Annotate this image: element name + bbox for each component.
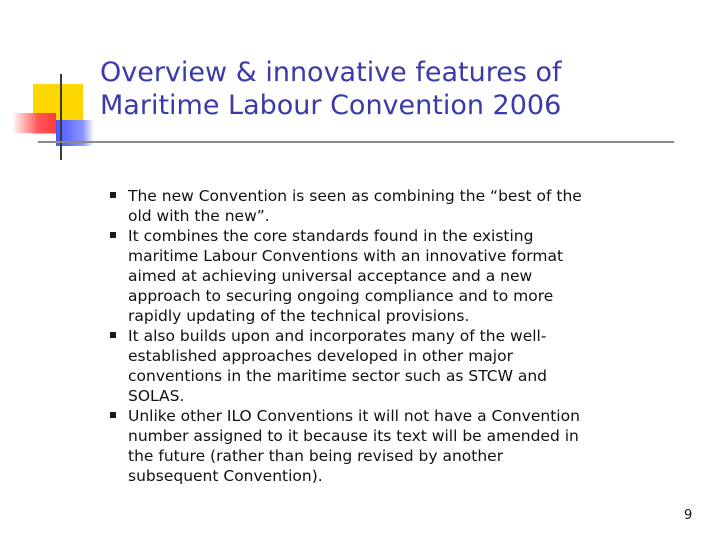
bullet-2-line-2: maritime Labour Conventions with an innovative format: [128, 247, 564, 265]
bullet-4-line-2: number assigned to it because its text will be amended in: [128, 427, 579, 445]
bullet-3-line-3: conventions in the maritime sector such as STCW and: [128, 367, 547, 385]
bullet-item-4: [110, 406, 670, 486]
bullet-square-icon: [110, 412, 116, 418]
bullet-square-icon: [110, 232, 116, 238]
bullet-1-line-1: The new Convention is seen as combining the “best of the: [128, 187, 582, 205]
bullet-list: [110, 186, 670, 486]
bullet-2-line-1: It combines the core standards found in the existing: [128, 227, 534, 245]
decor-red-bar: [12, 113, 56, 133]
bullet-4-line-3: the future (rather than being revised by another: [128, 447, 504, 465]
bullet-item-1: [110, 186, 670, 226]
bullet-1-line-2: old with the new”.: [128, 207, 270, 225]
bullet-3-line-1: It also builds upon and incorporates many of the well-: [128, 327, 547, 345]
bullet-square-icon: [110, 192, 116, 198]
title-line-2: Maritime Labour Convention 2006: [100, 90, 562, 121]
title-line-1: Overview & innovative features of: [100, 57, 562, 88]
bullet-4-line-4: subsequent Convention).: [128, 467, 323, 485]
title-divider: [38, 141, 674, 143]
bullet-3-line-4: SOLAS.: [128, 387, 185, 405]
bullet-2-line-3: aimed at achieving universal acceptance and a new: [128, 267, 533, 285]
bullet-square-icon: [110, 332, 116, 338]
bullet-item-2: [110, 226, 670, 326]
bullet-2-line-4: approach to securing ongoing compliance and to more: [128, 287, 554, 305]
bullet-2-line-5: rapidly updating of the technical provisions.: [128, 307, 470, 325]
slide-title: [100, 56, 700, 122]
page-number: 9: [684, 508, 693, 523]
bullet-3-line-2: established approaches developed in other major: [128, 347, 513, 365]
decor-vertical-line: [60, 74, 62, 160]
bullet-item-3: [110, 326, 670, 406]
bullet-4-line-1: Unlike other ILO Conventions it will not have a Convention: [128, 407, 580, 425]
